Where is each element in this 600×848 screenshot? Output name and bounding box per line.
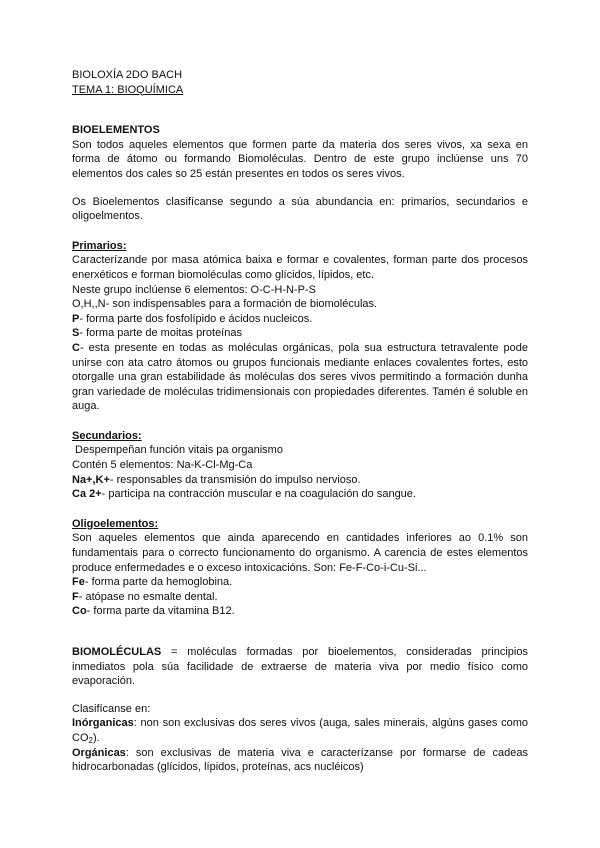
inorganicas-text: : non son exclusivas dos seres vivos (auga, sales minerais, algúns gases como CO [72, 717, 528, 744]
biomoleculas-clasif: Clasifícanse en: [72, 702, 151, 715]
secundarios-ca-line [72, 487, 528, 502]
course-title: BIOLOXÍA 2DO BACH [72, 69, 183, 81]
biomoleculas-definition [72, 645, 528, 689]
bioelementos-intro: Son todos aqueles elementos que formen parte da materia dos seres vivos, xa sexa en forma de átomo ou formando Biomoléculas. Dentro de este grupo inclúense uns 70 elementos dos cales so 25 están presentes en todos os seres vivos. [72, 138, 528, 180]
primarios-heading: Primarios: [72, 239, 127, 252]
inorganicas-end: ). [92, 731, 100, 744]
biomoleculas-heading: BIOMOLÉCULAS [72, 646, 162, 658]
element-desc: - forma parte da hemoglobina. [84, 576, 233, 589]
element-desc: - forma parte da vitamina B12. [86, 605, 235, 618]
element-symbol: Fe [72, 576, 85, 589]
bioelementos-classification: Os Bioelementos clasifícanse segundo a súa abundancia en: primarios, secundarios e oligoelmentos. [72, 195, 528, 223]
primarios-desc: Caracterízande por masa atómica baixa e formar e covalentes, forman parte dos procesos enerxéticos e forman biomoléculas como glícidos, lípidos, etc. [72, 254, 528, 281]
inorganicas-line [72, 716, 528, 745]
topic-title: TEMA 1: BIOQUÍMICA [72, 83, 184, 96]
co2-subscript: 2 [88, 735, 93, 745]
oligoelementos-desc: Son aqueles elementos que ainda aparecendo en cantidades inferiores ao 0.1% son fundamentais para o correcto funcionamento do organismo. A carencia de estes elementos produce enfermedades e o exceso intoxicacións. Son: Fe-F-Co-i-Cu-Si... [72, 532, 528, 574]
element-symbol: Na+,K+ [72, 473, 110, 486]
organicas-text: : son exclusivas de materia viva e caracterízanse por formarse de cadeas hidrocarbonadas (glícidos, lípidos, proteínas, acs nucléicos) [72, 746, 528, 774]
element-desc: - forma parte de moitas proteínas [79, 327, 242, 340]
oligo-fe-line [72, 575, 528, 590]
bioelementos-heading: BIOELEMENTOS [72, 124, 160, 137]
secundarios-contains: Contén 5 elementos: Na-K-Cl-Mg-Ca [72, 459, 253, 472]
inorganicas-label: Inórganicas [72, 717, 134, 730]
primarios-ohn: O,H,,N- son indispensables para a formación de biomoléculas. [72, 298, 378, 311]
element-desc: - forma parte dos fosfolípido e ácidos nucleicos. [79, 312, 313, 325]
organicas-label: Orgánicas [72, 746, 126, 759]
primarios-s-line [72, 326, 528, 341]
element-desc: - atópase no esmalte dental. [78, 590, 218, 603]
element-symbol: P [72, 312, 80, 325]
primarios-group: Neste grupo inclúense 6 elementos: O-C-H-N-P-S [72, 283, 316, 296]
oligoelementos-heading: Oligoelementos: [72, 517, 159, 530]
element-desc: - responsables da transmisión do impulso nervioso. [109, 473, 361, 486]
element-symbol: C [72, 341, 80, 354]
oligo-co-line [72, 604, 528, 619]
document-body [72, 68, 528, 775]
primarios-c-line [72, 341, 528, 414]
biomoleculas-def-text: = moléculas formadas por bioelementos, consideradas principios inmediatos pola súa facilidade de extraerse de materia viva por medio físico como evaporación. [72, 646, 528, 688]
element-symbol: Ca 2+ [72, 488, 102, 501]
secundarios-heading: Secundarios: [72, 429, 142, 442]
secundarios-func: Despempeñan función vitais pa organismo [72, 444, 283, 457]
oligo-f-line [72, 590, 528, 605]
element-symbol: Co [72, 605, 87, 618]
element-desc: - esta presente en todas as moléculas orgánicas, pola sua estructura tetravalente pode unirse con ata catro átomos ou grupos funcionais mediante enlaces covalentes fortes, esto otorgalle una gran estabilidade ás moléculas dos seres vivos permitindo a formación dunha gran variedade de moléculas tridimensionais con propiedades diferentes. Tamén é soluble en auga. [72, 341, 528, 413]
primarios-p-line [72, 312, 528, 327]
element-symbol: S [72, 327, 80, 340]
element-symbol: F [72, 590, 79, 603]
element-desc: - participa na contracción muscular e na coagulación do sangue. [101, 488, 416, 501]
organicas-line [72, 746, 528, 775]
secundarios-nak-line [72, 473, 528, 488]
